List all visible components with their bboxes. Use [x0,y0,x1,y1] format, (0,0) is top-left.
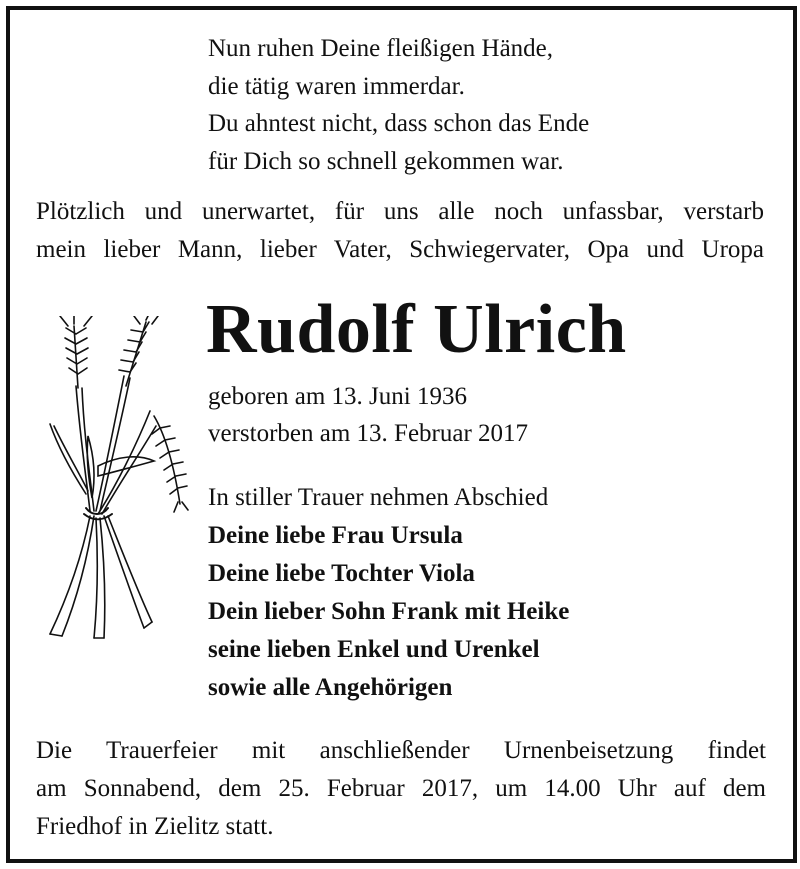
death-announcement [36,193,764,269]
memorial-poem [208,30,589,180]
service-line: am Sonnabend, dem 25. Februar 2017, um 14.00 Uhr auf dem [36,775,766,802]
poem-line: Du ahntest nicht, dass schon das Ende [208,110,590,137]
mourner-name: Deine liebe Frau Ursula [208,522,463,549]
wheat-ear [60,316,92,388]
mourner-name: Deine liebe Tochter Viola [208,560,475,587]
wheat-ear [152,416,188,512]
poem-line: für Dich so schnell gekommen war. [208,147,564,175]
mourner-name: sowie alle Angehörigen [208,674,453,701]
mourners-intro: In stiller Trauer nehmen Abschied [208,484,549,511]
announcement-line: mein lieber Mann, lieber Vater, Schwiegervater, Opa und Uropa [36,236,764,263]
wheat-bundle-icon [28,316,198,646]
funeral-service-info [36,732,766,846]
death-date: verstorben am 13. Februar 2017 [208,420,529,447]
announcement-line: Plötzlich und unerwartet, für uns alle noch unfassbar, verstarb [36,198,764,225]
mourners-list [208,479,569,707]
service-line: Die Trauerfeier mit anschließender Urnenbeisetzung findet [36,737,766,764]
wheat-ear [119,316,158,386]
mourner-name: Dein lieber Sohn Frank mit Heike [208,598,570,625]
poem-line: die tätig waren immerdar. [208,72,465,100]
life-dates [208,378,528,452]
service-line: Friedhof in Zielitz statt. [36,813,274,840]
mourner-name: seine lieben Enkel und Urenkel [208,636,540,663]
deceased-name: Rudolf Ulrich [206,291,627,368]
poem-line: Nun ruhen Deine fleißigen Hände, [208,35,554,62]
birth-date: geboren am 13. Juni 1936 [208,383,467,410]
